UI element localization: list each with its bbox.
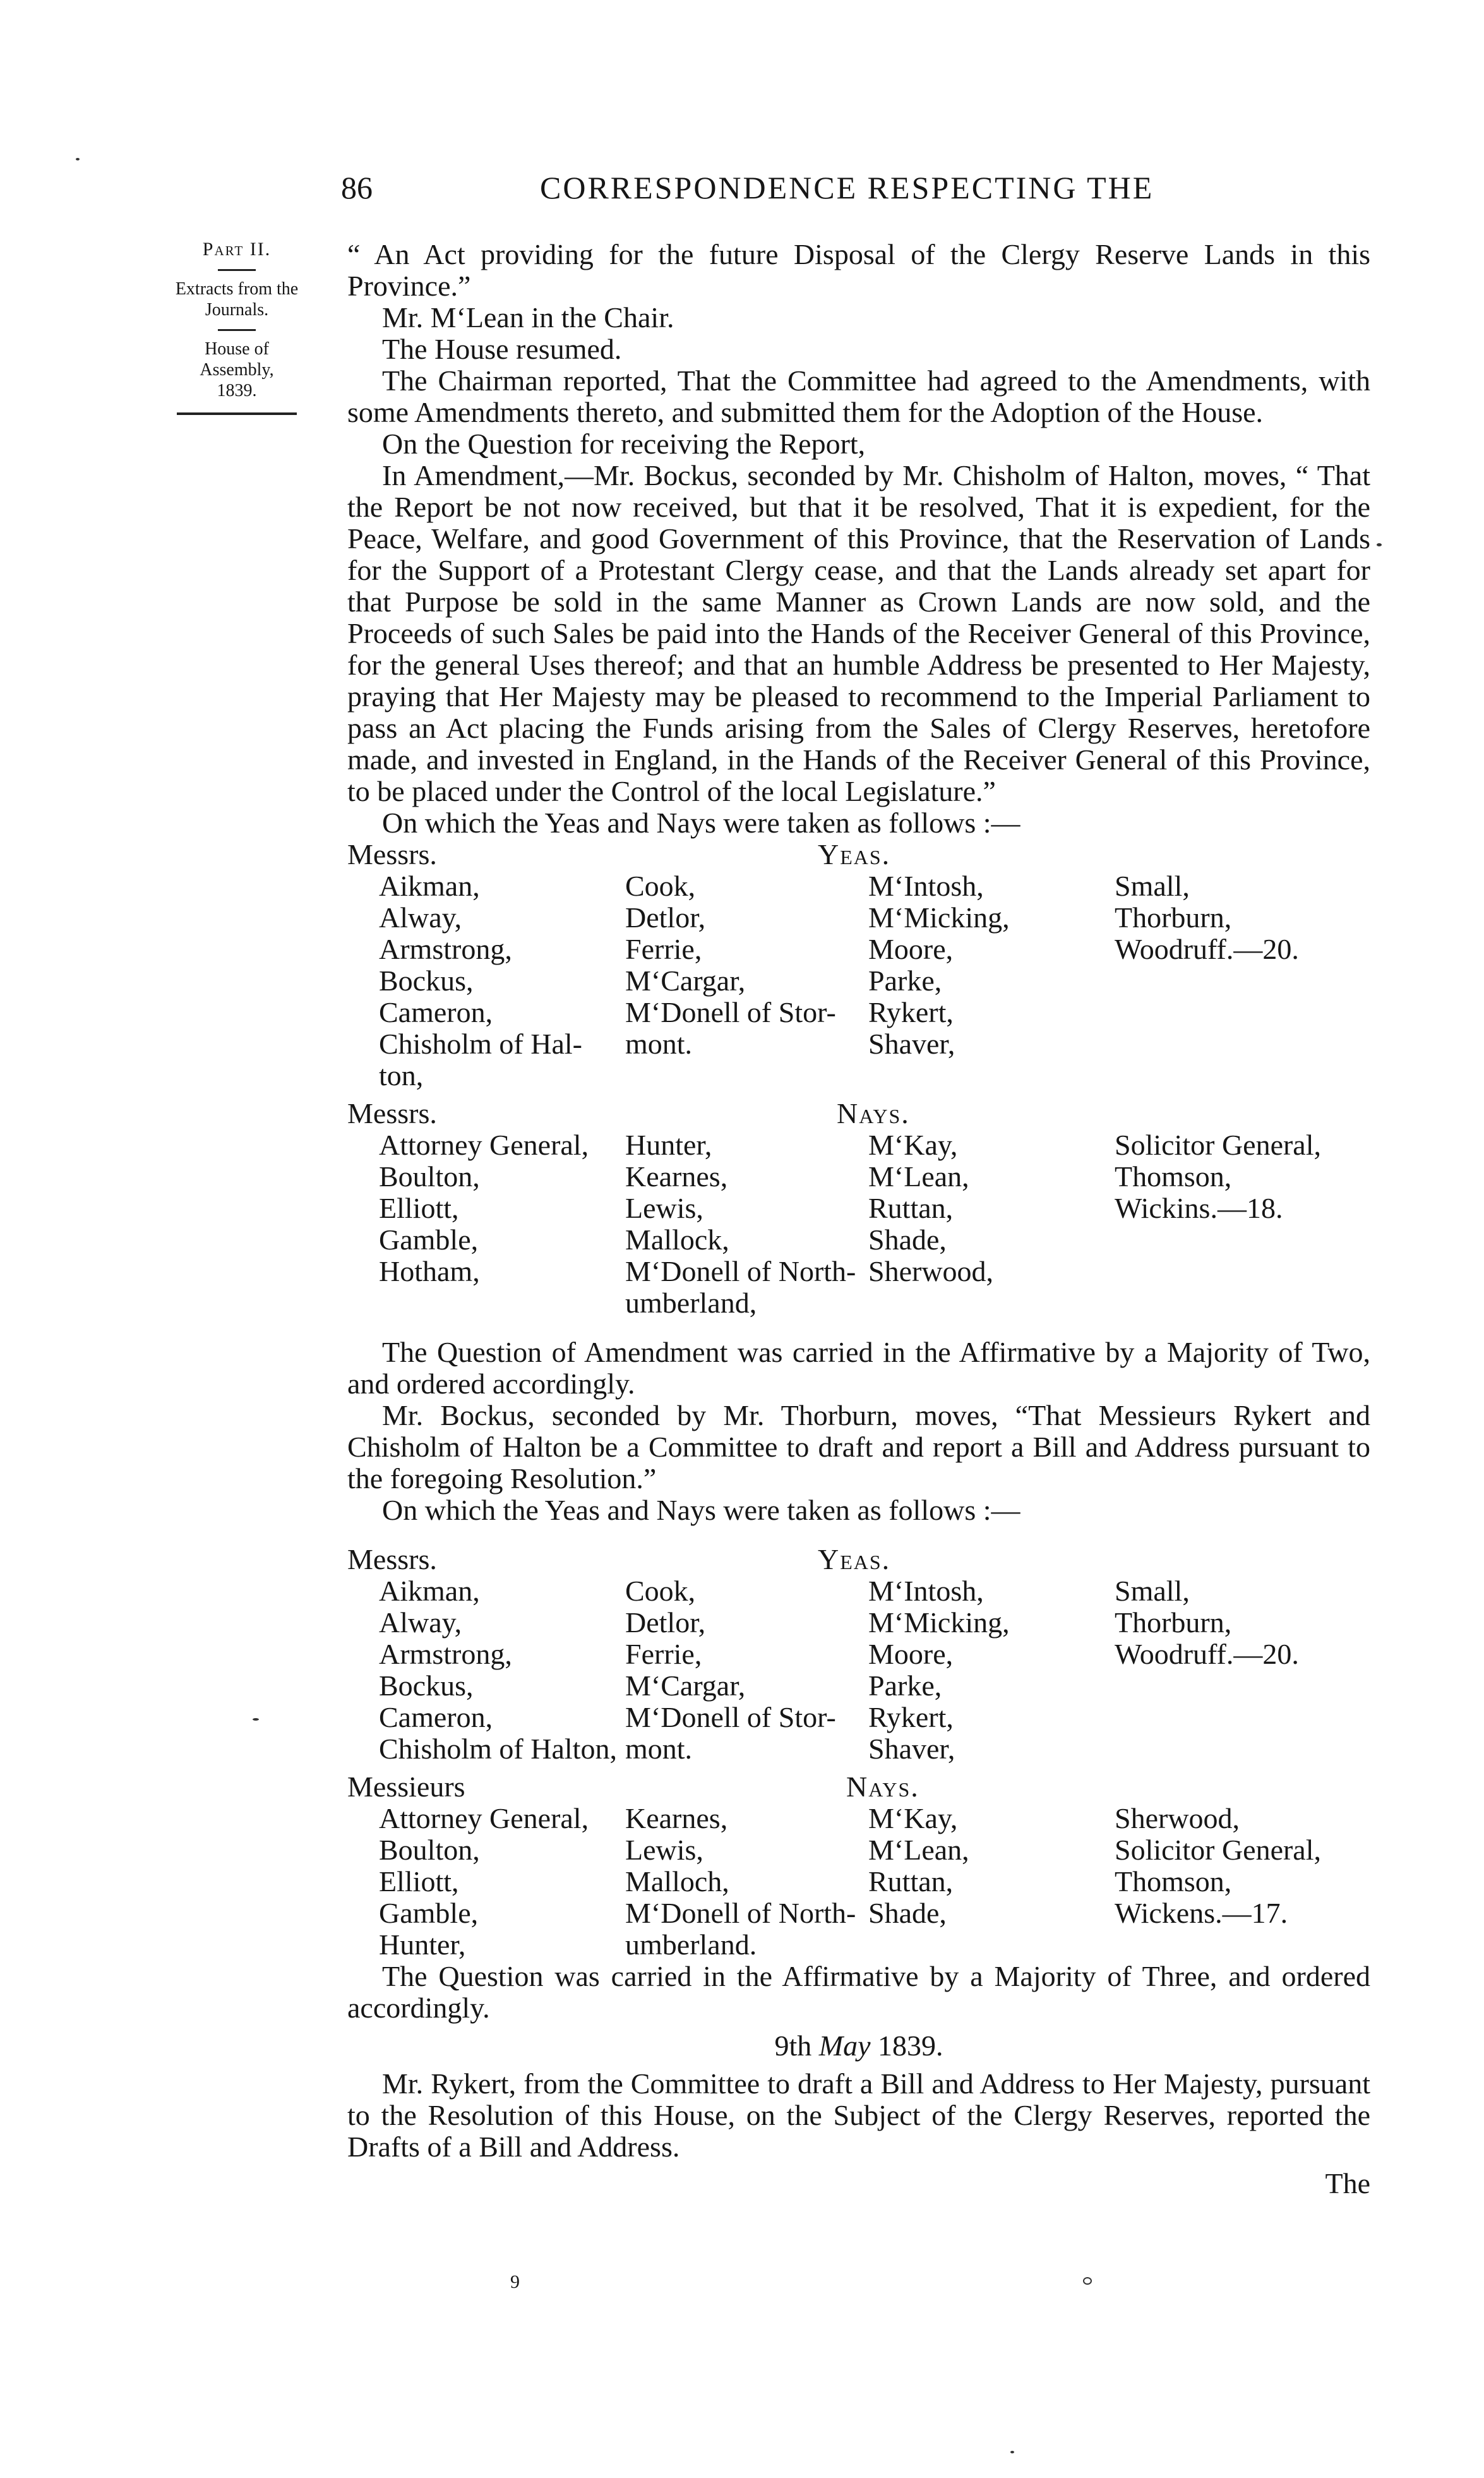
member-name <box>1115 1702 1399 1733</box>
member-name: Detlor, <box>625 1606 706 1639</box>
resumed-paragraph: The House resumed. <box>382 333 622 365</box>
catchword: The <box>1325 2167 1370 2199</box>
member-name: Wickins.—18. <box>1115 1192 1283 1224</box>
member-name: Thorburn, <box>1115 901 1232 934</box>
yeas-prefix: Messrs. <box>347 1543 437 1575</box>
amendment-result-paragraph: The Question of Amendment was carried in the Affirmative by a Majority of Two, and ordered accordingly. <box>347 1336 1370 1400</box>
scan-speck <box>1377 543 1382 546</box>
member-name: Ferrie, <box>625 933 702 965</box>
member-name: Gamble, <box>379 1224 479 1256</box>
member-name: Cook, <box>625 870 696 902</box>
member-name: Small, <box>1115 870 1190 902</box>
member-name: Armstrong, <box>379 933 512 965</box>
member-name: Kearnes, <box>625 1802 728 1834</box>
member-name <box>868 1929 1115 1961</box>
yeas-prefix: Messrs. <box>347 838 437 870</box>
member-name: Ruttan, <box>868 1192 954 1224</box>
nays-prefix: Messieurs <box>347 1771 465 1803</box>
margin-extracts: Extracts from the Journals. <box>175 279 299 320</box>
nays-list-2 <box>347 1803 1370 1961</box>
member-name: M‘Intosh, <box>868 1575 984 1607</box>
member-name <box>625 1060 868 1092</box>
member-name: M‘Kay, <box>868 1129 958 1161</box>
member-name: mont. <box>625 1028 693 1060</box>
member-name: Rykert, <box>868 1701 954 1733</box>
date-day: 9th <box>774 2030 812 2062</box>
member-name: M‘Lean, <box>868 1160 969 1193</box>
member-name: Attorney General, <box>379 1802 589 1834</box>
margin-part: Part II. <box>202 239 272 260</box>
member-name: M‘Kay, <box>868 1802 958 1834</box>
yeas-header-1 <box>347 839 1370 870</box>
member-name: M‘Donell of North- <box>625 1255 856 1287</box>
running-title: CORRESPONDENCE RESPECTING THE <box>540 170 1154 205</box>
member-name: Hunter, <box>625 1129 712 1161</box>
member-name: Aikman, <box>379 1575 480 1607</box>
member-name: Elliott, <box>379 1192 459 1224</box>
date-year: 1839. <box>878 2030 943 2062</box>
member-name: Moore, <box>868 933 954 965</box>
member-name: Mallock, <box>625 1224 729 1256</box>
member-name: umberland, <box>625 1287 757 1319</box>
yeas-label: Yeas. <box>818 1543 891 1575</box>
member-name: Ferrie, <box>625 1638 702 1670</box>
yeas-list-2 <box>347 1575 1370 1765</box>
member-name: Wickens.—17. <box>1115 1897 1288 1929</box>
member-name <box>1115 1733 1399 1765</box>
member-name: Woodruff.—20. <box>1115 1638 1299 1670</box>
member-name: M‘Micking, <box>868 1606 1010 1639</box>
member-name: Bockus, <box>379 1669 474 1702</box>
member-name: Bockus, <box>379 965 474 997</box>
margin-year: 1839. <box>217 381 257 400</box>
member-name: Thorburn, <box>1115 1606 1232 1639</box>
signature-mark: 9 <box>510 2271 520 2292</box>
margin-house: House of Assembly, <box>200 339 274 380</box>
member-name: Detlor, <box>625 901 706 934</box>
scan-speck <box>1010 2451 1014 2453</box>
scan-speck <box>76 158 80 160</box>
member-name: Chisholm of Hal- <box>379 1028 582 1060</box>
member-name: Solicitor General, <box>1115 1129 1322 1161</box>
member-name: Cameron, <box>379 1701 493 1733</box>
yeas-nays-intro-1: On which the Yeas and Nays were taken as follows :— <box>382 807 1020 839</box>
motion-result-paragraph: The Question was carried in the Affirmative by a Majority of Three, and ordered accordingly. <box>347 1960 1370 2024</box>
margin-long-rule <box>177 412 297 415</box>
member-name <box>1115 1224 1399 1256</box>
margin-rule <box>218 269 256 271</box>
member-name: Boulton, <box>379 1834 480 1866</box>
member-name: Shade, <box>868 1224 947 1256</box>
member-name: Alway, <box>379 901 462 934</box>
member-name: M‘Donell of North- <box>625 1897 856 1929</box>
member-name: ton, <box>379 1059 424 1092</box>
member-name: Alway, <box>379 1606 462 1639</box>
margin-notes <box>171 239 303 415</box>
rykert-report-paragraph: Mr. Rykert, from the Committee to draft a Bill and Address to Her Majesty, pursuant to the Resolution of this House, on the Subject of the Clergy Reserves, reported the Drafts of a Bill and Address. <box>347 2067 1370 2163</box>
date-month: May <box>818 2030 871 2062</box>
bill-title-paragraph: “ An Act providing for the future Disposal of the Clergy Reserve Lands in this Province.” <box>347 238 1370 302</box>
member-name: Small, <box>1115 1575 1190 1607</box>
page-header <box>341 169 1351 214</box>
member-name <box>868 1060 1115 1092</box>
member-name: Aikman, <box>379 870 480 902</box>
member-name: Parke, <box>868 1669 942 1702</box>
member-name: M‘Donell of Stor- <box>625 1701 836 1733</box>
margin-rule <box>218 329 256 331</box>
member-name: Armstrong, <box>379 1638 512 1670</box>
yeas-nays-intro-2: On which the Yeas and Nays were taken as follows :— <box>382 1494 1020 1526</box>
member-name: Sherwood, <box>1115 1802 1240 1834</box>
member-name: Cook, <box>625 1575 696 1607</box>
member-name: M‘Lean, <box>868 1834 969 1866</box>
member-name: Attorney General, <box>379 1129 589 1161</box>
member-name <box>1115 1929 1399 1961</box>
member-name: Shaver, <box>868 1733 955 1765</box>
member-name: Kearnes, <box>625 1160 728 1193</box>
member-name <box>1115 965 1399 997</box>
member-name: Thomson, <box>1115 1865 1232 1898</box>
member-name: Hunter, <box>379 1928 466 1961</box>
member-name: Malloch, <box>625 1865 729 1898</box>
scan-speck <box>1083 2277 1092 2285</box>
member-name: M‘Intosh, <box>868 870 984 902</box>
member-name: Moore, <box>868 1638 954 1670</box>
member-name: Shade, <box>868 1897 947 1929</box>
member-name: M‘Donell of Stor- <box>625 996 836 1028</box>
member-name: Woodruff.—20. <box>1115 933 1299 965</box>
journal-body <box>347 239 1370 2199</box>
member-name: M‘Micking, <box>868 901 1010 934</box>
yeas-list-1 <box>347 870 1370 1092</box>
nays-list-1 <box>347 1129 1370 1319</box>
member-name: mont. <box>625 1733 693 1765</box>
member-name: Hotham, <box>379 1255 480 1287</box>
member-name: Rykert, <box>868 996 954 1028</box>
member-name <box>1115 1028 1399 1060</box>
member-name: Lewis, <box>625 1192 703 1224</box>
nays-label: Nays. <box>846 1771 919 1803</box>
question-paragraph: On the Question for receiving the Report, <box>382 428 866 460</box>
member-name: Thomson, <box>1115 1160 1232 1193</box>
member-name: M‘Cargar, <box>625 965 746 997</box>
scan-speck <box>253 1718 259 1721</box>
yeas-label: Yeas. <box>818 838 891 870</box>
member-name <box>1115 1670 1399 1702</box>
date-line <box>347 2030 1370 2062</box>
committee-motion-paragraph: Mr. Bockus, seconded by Mr. Thorburn, moves, “That Messieurs Rykert and Chisholm of Halton be a Committee to draft and report a Bill and Address pursuant to the foregoing Resolution.” <box>347 1399 1370 1495</box>
nays-header-2 <box>347 1771 1370 1803</box>
member-name: Lewis, <box>625 1834 703 1866</box>
member-name: M‘Cargar, <box>625 1669 746 1702</box>
nays-header-1 <box>347 1098 1370 1129</box>
member-name: Shaver, <box>868 1028 955 1060</box>
member-name: Gamble, <box>379 1897 479 1929</box>
member-name <box>1115 1287 1399 1319</box>
nays-label: Nays. <box>837 1097 910 1129</box>
member-name: Cameron, <box>379 996 493 1028</box>
chair-paragraph: Mr. M‘Lean in the Chair. <box>382 301 674 334</box>
member-name: Solicitor General, <box>1115 1834 1322 1866</box>
member-name <box>379 1287 625 1319</box>
member-name <box>1115 1060 1399 1092</box>
member-name: Elliott, <box>379 1865 459 1898</box>
amendment-paragraph: In Amendment,—Mr. Bockus, seconded by Mr. Chisholm of Halton, moves, “ That the Report be not now received, but that it be resolved, That it is expedient, for the Peace, Welfare, and good Government of this Province, that the Reservation of Lands for the Support of a Protestant Clergy cease, and that the Lands already set apart for that Purpose be sold in the same Manner as Crown Lands are now sold, and the Proceeds of such Sales be paid into the Hands of the Receiver General of this Province, for the general Uses thereof; and that an humble Address be presented to Her Majesty, praying that Her Majesty may be pleased to recommend to the Imperial Parliament to pass an Act placing the Funds arising from the Sales of Clergy Reserves, heretofore made, and invested in England, in the Hands of the Receiver General of this Province, to be placed under the Control of the local Legislature.” <box>347 459 1370 807</box>
member-name: Sherwood, <box>868 1255 994 1287</box>
member-name: Ruttan, <box>868 1865 954 1898</box>
page-number: 86 <box>341 170 373 205</box>
yeas-header-2 <box>347 1544 1370 1575</box>
member-name <box>1115 997 1399 1028</box>
member-name: Parke, <box>868 965 942 997</box>
member-name: umberland. <box>625 1928 757 1961</box>
member-name <box>868 1287 1115 1319</box>
member-name <box>1115 1256 1399 1287</box>
report-paragraph: The Chairman reported, That the Committee had agreed to the Amendments, with some Amendments thereto, and submitted them for the Adoption of the House. <box>347 364 1370 428</box>
nays-prefix: Messrs. <box>347 1097 437 1129</box>
member-name: Boulton, <box>379 1160 480 1193</box>
member-name: Chisholm of Halton, <box>379 1733 617 1765</box>
